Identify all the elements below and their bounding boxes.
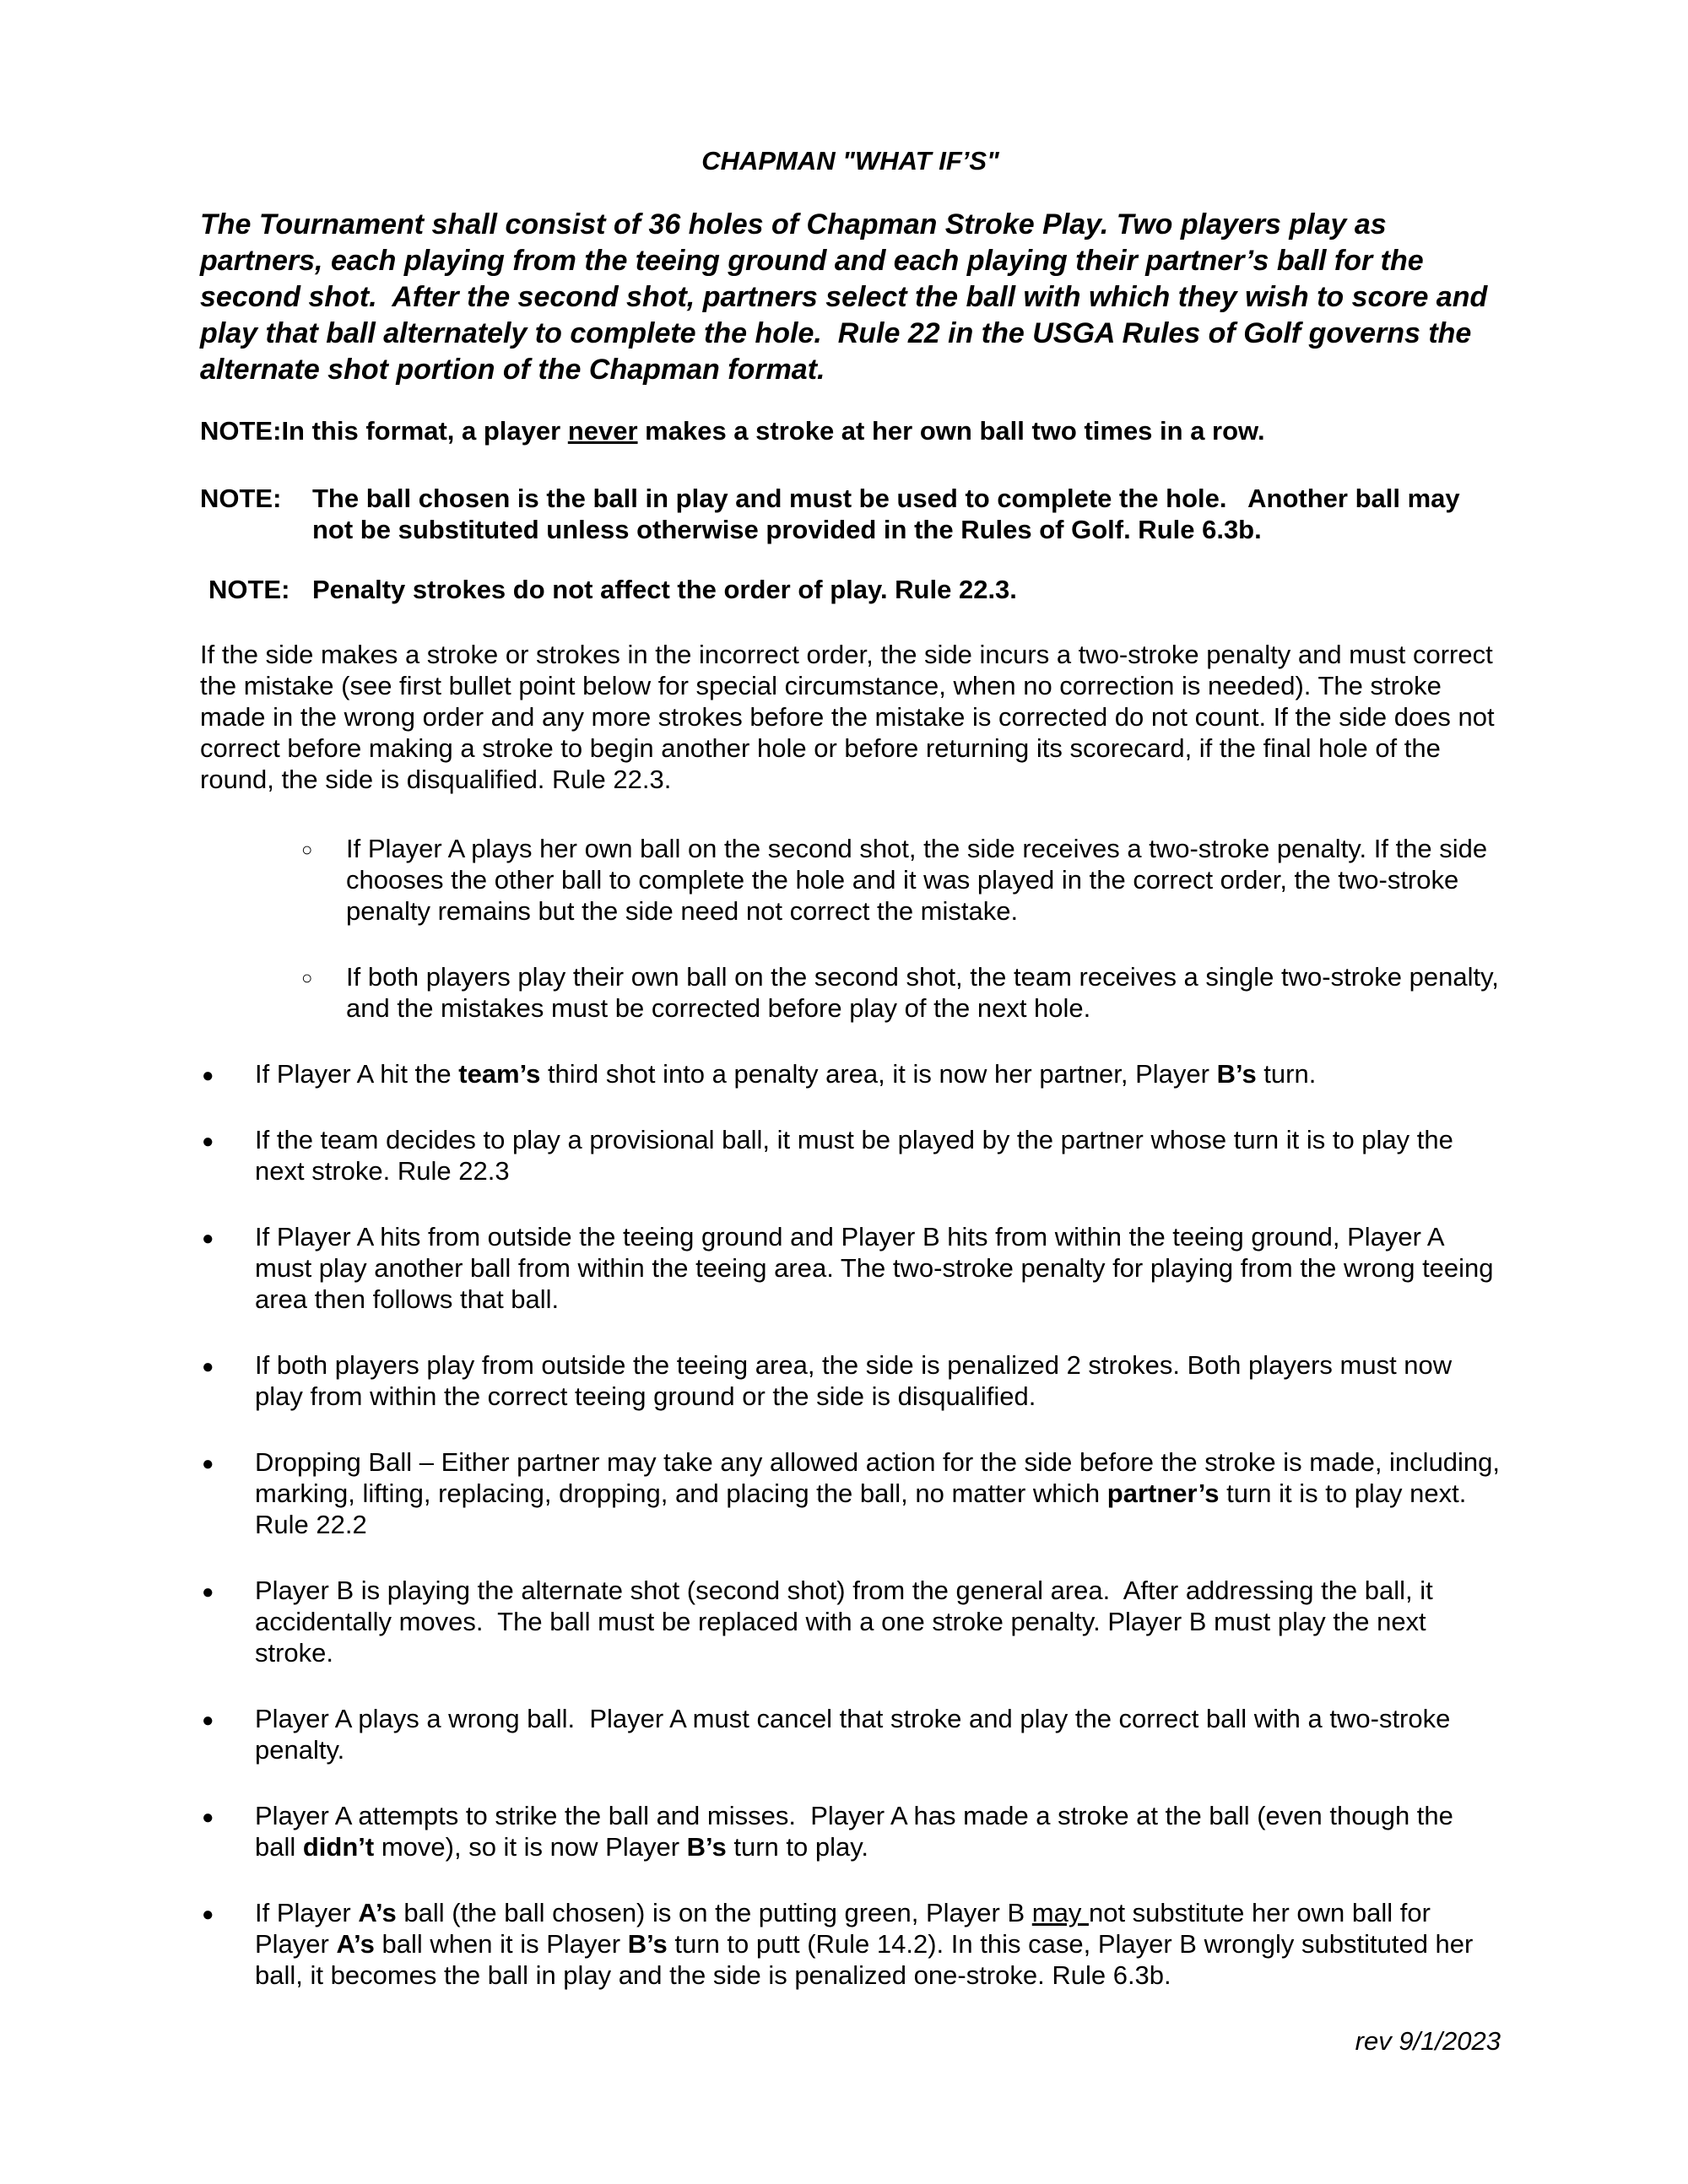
disc-bullet-icon: ●	[202, 1452, 214, 1475]
bullet-text: If Player A hits from outside the teeing ground and Player B hits from within the teeing ground, Player A must play another ball from within the teeing area. The two-stroke penalty for playing from the wrong teeing area then follows that ball.	[255, 1222, 1501, 1314]
bullet-putting-green-substitute	[200, 1897, 1501, 1991]
note-never-twice	[200, 415, 1501, 446]
incorrect-order-paragraph: If the side makes a stroke or strokes in the incorrect order, the side incurs a two-stroke penalty and must correct the mistake (see first bullet point below for special circumstance, when no correction is needed). The stroke made in the wrong order and any more strokes before the mistake is corrected do not count. If the side does not correct before making a stroke to begin another hole or before returning its scorecard, if the final hole of the round, the side is disqualified. Rule 22.3.	[200, 640, 1502, 794]
disc-bullet-icon: ●	[202, 1581, 214, 1603]
bullet-both-outside-teeing-area	[200, 1349, 1501, 1412]
disc-bullet-icon: ●	[202, 1227, 214, 1250]
bullet-text: If Player A’s ball (the ball chosen) is on the putting green, Player B may not substitute her own ball for Player A’s ball when it is Player B’s turn to putt (Rule 14.2). In this case, Player B wrongly substituted her ball, it becomes the ball in play and the side is penalized one-stroke. Rule 6.3b.	[255, 1898, 1480, 1990]
revision-date: rev 9/1/2023	[1355, 2026, 1501, 2056]
note-penalty-strokes	[200, 574, 1501, 605]
bullet-provisional-ball	[200, 1124, 1501, 1187]
bullet-missed-stroke	[200, 1800, 1501, 1862]
disc-bullet-icon: ●	[202, 1130, 214, 1153]
disc-bullet-icon: ●	[202, 1709, 214, 1732]
bullet-text: Player A attempts to strike the ball and misses. Player A has made a stroke at the ball (even though the ball didn’t move), so it is now Player B’s turn to play.	[255, 1801, 1461, 1862]
bullet-text: If Player A hit the team’s third shot into a penalty area, it is now her partner, Player B’s turn.	[255, 1059, 1317, 1089]
circle-bullet-icon: ○	[301, 967, 313, 988]
sub-bullet-player-a-own-ball	[200, 833, 1501, 927]
bullet-text: Player A plays a wrong ball. Player A must cancel that stroke and play the correct ball with a two-stroke penalty.	[255, 1704, 1458, 1765]
document-title: CHAPMAN "WHAT IF’S"	[701, 146, 999, 176]
sub-bullet-text: If both players play their own ball on the second shot, the team receives a single two-stroke penalty, and the mistakes must be corrected before play of the next hole.	[346, 962, 1507, 1023]
bullet-text: Player B is playing the alternate shot (second shot) from the general area. After addressing the ball, it accidentally moves. The ball must be replaced with a one stroke penalty. Player B must play the next stroke.	[255, 1576, 1441, 1668]
bullet-text: If the team decides to play a provisional ball, it must be played by the partner whose turn it is to play the next stroke. Rule 22.3	[255, 1125, 1461, 1186]
note-text: In this format, a player never makes a stroke at her own ball two times in a row.	[281, 416, 1265, 446]
bullet-ball-moves-after-address	[200, 1575, 1501, 1668]
bullet-penalty-area	[200, 1058, 1501, 1089]
note-ball-chosen	[200, 483, 1501, 545]
bullet-text: Dropping Ball – Either partner may take any allowed action for the side before the stroke is made, including, marking, lifting, replacing, dropping, and placing the ball, no matter which partner’s turn it is to play next. Rule 22.2	[255, 1447, 1507, 1539]
bullet-dropping-ball	[200, 1446, 1507, 1540]
note-label: NOTE:	[200, 484, 282, 513]
note-text: Penalty strokes do not affect the order of play. Rule 22.3.	[312, 575, 1017, 604]
sub-bullet-both-players-own-ball	[200, 961, 1507, 1024]
disc-bullet-icon: ●	[202, 1355, 214, 1378]
note-text: The ball chosen is the ball in play and must be used to complete the hole. Another ball may not be substituted unless otherwise provided in the Rules of Golf. Rule 6.3b.	[312, 484, 1468, 544]
note-label: NOTE:	[200, 416, 282, 446]
note-label: NOTE:	[208, 575, 290, 604]
disc-bullet-icon: ●	[202, 1903, 214, 1926]
circle-bullet-icon: ○	[301, 839, 313, 860]
bullet-wrong-ball	[200, 1703, 1501, 1765]
bullet-text: If both players play from outside the teeing area, the side is penalized 2 strokes. Both players must now play from within the correct teeing ground or the side is disqualified.	[255, 1350, 1459, 1411]
intro-paragraph: The Tournament shall consist of 36 holes of Chapman Stroke Play. Two players play as partners, each playing from the teeing ground and each playing their partner’s ball for the second shot. After the second shot, partners select the ball with which they wish to score and play that ball alternately to complete the hole. Rule 22 in the USGA Rules of Golf governs the alternate shot portion of the Chapman format.	[200, 208, 1496, 386]
disc-bullet-icon: ●	[202, 1806, 214, 1829]
bullet-outside-teeing-ground	[200, 1221, 1501, 1315]
disc-bullet-icon: ●	[202, 1064, 214, 1087]
sub-bullet-text: If Player A plays her own ball on the second shot, the side receives a two-stroke penalty. If the side chooses the other ball to complete the hole and it was played in the correct order, the two-stroke penalty remains but the side need not correct the mistake.	[346, 834, 1495, 926]
